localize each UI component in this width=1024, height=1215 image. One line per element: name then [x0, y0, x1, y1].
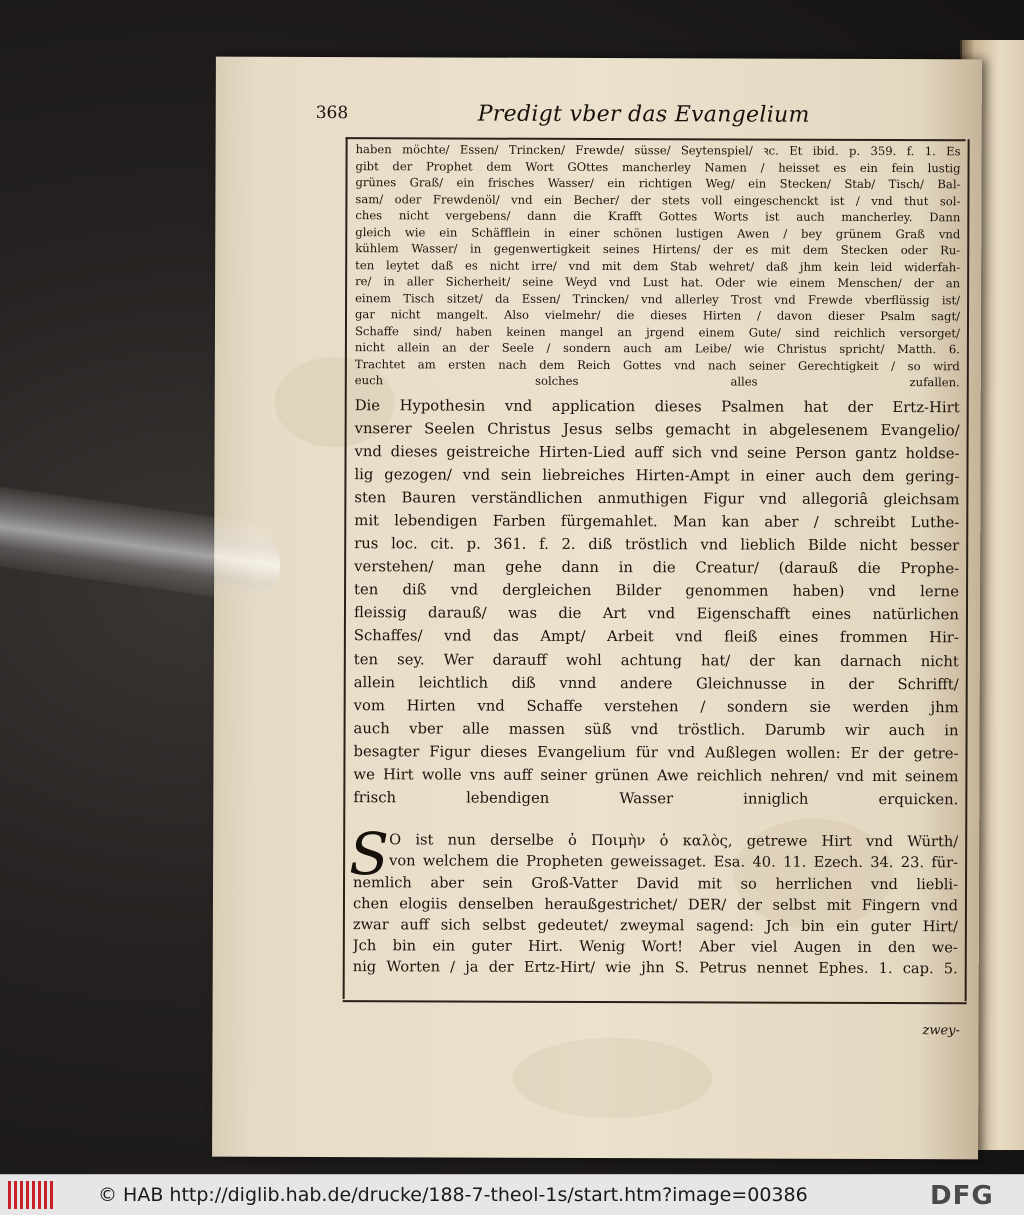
- running-title: Predigt vber das Evangelium: [477, 101, 810, 128]
- text-line: Trachtet am ersten nach dem Reich Gottes vnd nach seiner Gerechtigkeit / so wird: [354, 356, 960, 373]
- text-line: euch solches alles zufallen.: [354, 373, 960, 390]
- text-line: vnd dieses geistreiche Hirten-Lied auff sich vnd seine Person gantz holdse-: [354, 442, 960, 462]
- text-line: gar nicht mangelt. Also vielmehr/ die dieses Hirten / davon dieser Psalm sagt/: [354, 307, 961, 324]
- text-line: einem Tisch sitzet/ da Essen/ Trincken/ vnd allerley Trost vnd Frewde vberflüssig ist/: [355, 290, 961, 307]
- text-line: re/ in aller Sicherheit/ seine Weyd vnd Lust hat. Oder wie einem Menschen/ der an: [355, 274, 961, 291]
- text-line: kühlem Wasser/ in gegenwertigkeit seines Hirtens/ der es mit dem Stecken oder Ru-: [355, 241, 961, 258]
- text-line: vom Hirten vnd Schaffe verstehen / sondern sie werden jhm: [353, 696, 959, 716]
- text-line: ches nicht vergebens/ dann die Krafft Gottes Worts ist auch mancherley. Dann: [355, 208, 961, 225]
- text-line: we Hirt wolle vns auff seiner grünen Awe reichlich nehren/ vnd mit seinem: [353, 766, 959, 786]
- text-line: verstehen/ man gehe dann in die Creatur/ (darauß die Prophe-: [354, 558, 960, 578]
- text-line: nicht allein an der Seele / sondern auch am Leibe/ wie Christus spricht/ Matth. 6.: [354, 340, 960, 357]
- paragraph-1: [355, 141, 961, 391]
- text-line: Die Hypothesin vnd application dieses Psalmen hat der Ertz-Hirt: [354, 396, 960, 416]
- text-line: nemlich aber sein Groß-Vatter David mit so herrlichen vnd liebli-: [353, 873, 959, 893]
- text-line: Schaffe sind/ haben keinen mangel an jrgend einem Gute/ sind reichlich versorget/: [354, 323, 960, 340]
- text-line: lig gezogen/ vnd sein liebreiches Hirten-Ampt in einer auch dem gering-: [354, 465, 960, 486]
- text-line: rus loc. cit. p. 361. f. 2. diß tröstlich vnd lieblich Bilde nicht besser: [354, 535, 960, 555]
- paragraph-2: [353, 394, 959, 812]
- text-column: [349, 141, 961, 980]
- running-head: [316, 103, 972, 133]
- text-line: allein leichtlich diß vnnd andere Gleichnusse in der Schrifft/: [353, 673, 959, 693]
- paragraph-3: [349, 820, 959, 980]
- dfg-logo: DFG: [930, 1181, 994, 1211]
- text-line: frisch lebendigen Wasser inniglich erquicken.: [353, 789, 959, 809]
- text-line: Schaffes/ vnd das Ampt/ Arbeit vnd fleiß eines frommen Hir-: [353, 627, 959, 647]
- hab-logo-icon: [8, 1181, 54, 1209]
- text-line: chen elogiis denselben heraußgestrichet/ DER/ der selbst mit Fingern vnd: [352, 894, 958, 915]
- text-line: gibt der Prophet dem Wort GOttes mancherley Namen / heisset es ein fein lustig: [355, 158, 961, 175]
- footer-link[interactable]: © HAB http://diglib.hab.de/drucke/188-7-theol-1s/start.htm?image=00386: [98, 1184, 808, 1206]
- page-number: 368: [315, 103, 349, 124]
- text-line: auch vber alle massen süß vnd tröstlich. Darumb wir auch in: [353, 719, 959, 740]
- book-page: [212, 57, 982, 1160]
- text-line: sam/ oder Frewdenöl/ vnd ein Becher/ der stets voll eingeschenckt ist / vnd thut sol-: [355, 191, 961, 208]
- text-line: ten diß vnd dergleichen Bilder genommen haben) vnd lerne: [354, 581, 960, 601]
- text-line: O ist nun derselbe ὁ Ποιμὴν ὁ καλὸς, getrewe Hirt vnd Würth/: [389, 831, 959, 851]
- catchword: zwey-: [922, 1023, 960, 1039]
- text-line: grünes Graß/ ein frisches Wasser/ ein richtigen Weg/ ein Stecken/ Stab/ Tisch/ Bal-: [355, 175, 961, 192]
- text-line: haben möchte/ Essen/ Trincken/ Frewde/ süsse/ Seytenspiel/ ꝛc. Et ibid. p. 359. f. 1. Es: [355, 142, 961, 159]
- text-line: von welchem die Propheten geweissaget. Esa. 40. 11. Ezech. 34. 23. für-: [389, 852, 959, 872]
- text-line: nig Worten / ja der Ertz-Hirt/ wie jhn S. Petrus nennet Ephes. 1. cap. 5.: [352, 958, 958, 978]
- text-line: ten sey. Wer darauff wohl achtung hat/ der kan darnach nicht: [353, 650, 959, 670]
- text-line: Jch bin ein guter Hirt. Wenig Wort! Aber viel Augen in den we-: [352, 937, 958, 957]
- drop-cap: S: [349, 820, 389, 889]
- text-line: besagter Figur dieses Evangelium für vnd Außlegen wollen: Er der getre-: [353, 743, 959, 763]
- text-line: gleich wie ein Schäfflein in einer schönen lustigen Awen / bey grünem Graß vnd: [355, 224, 961, 241]
- viewer-footer: [0, 1174, 1024, 1215]
- text-line: mit lebendigen Farben fürgemahlet. Man kan aber / schreibt Luthe-: [354, 512, 960, 532]
- text-line: vnserer Seelen Christus Jesus selbs gemacht in abgelesenem Evangelio/: [354, 419, 960, 439]
- text-line: fleissig darauß/ was die Art vnd Eigenschafft eines natürlichen: [353, 604, 960, 624]
- text-line: ten leytet daß es nicht irre/ vnd mit dem Stab wehret/ daß jhm kein leid widerfah-: [355, 257, 961, 274]
- text-line: zwar auff sich selbst gedeutet/ zweymal sagend: Jch bin ein guter Hirt/: [352, 916, 958, 936]
- text-line: sten Bauren verständlichen anmuthigen Figur vnd allegoriâ gleichsam: [354, 489, 960, 509]
- paper-stain: [512, 1038, 712, 1119]
